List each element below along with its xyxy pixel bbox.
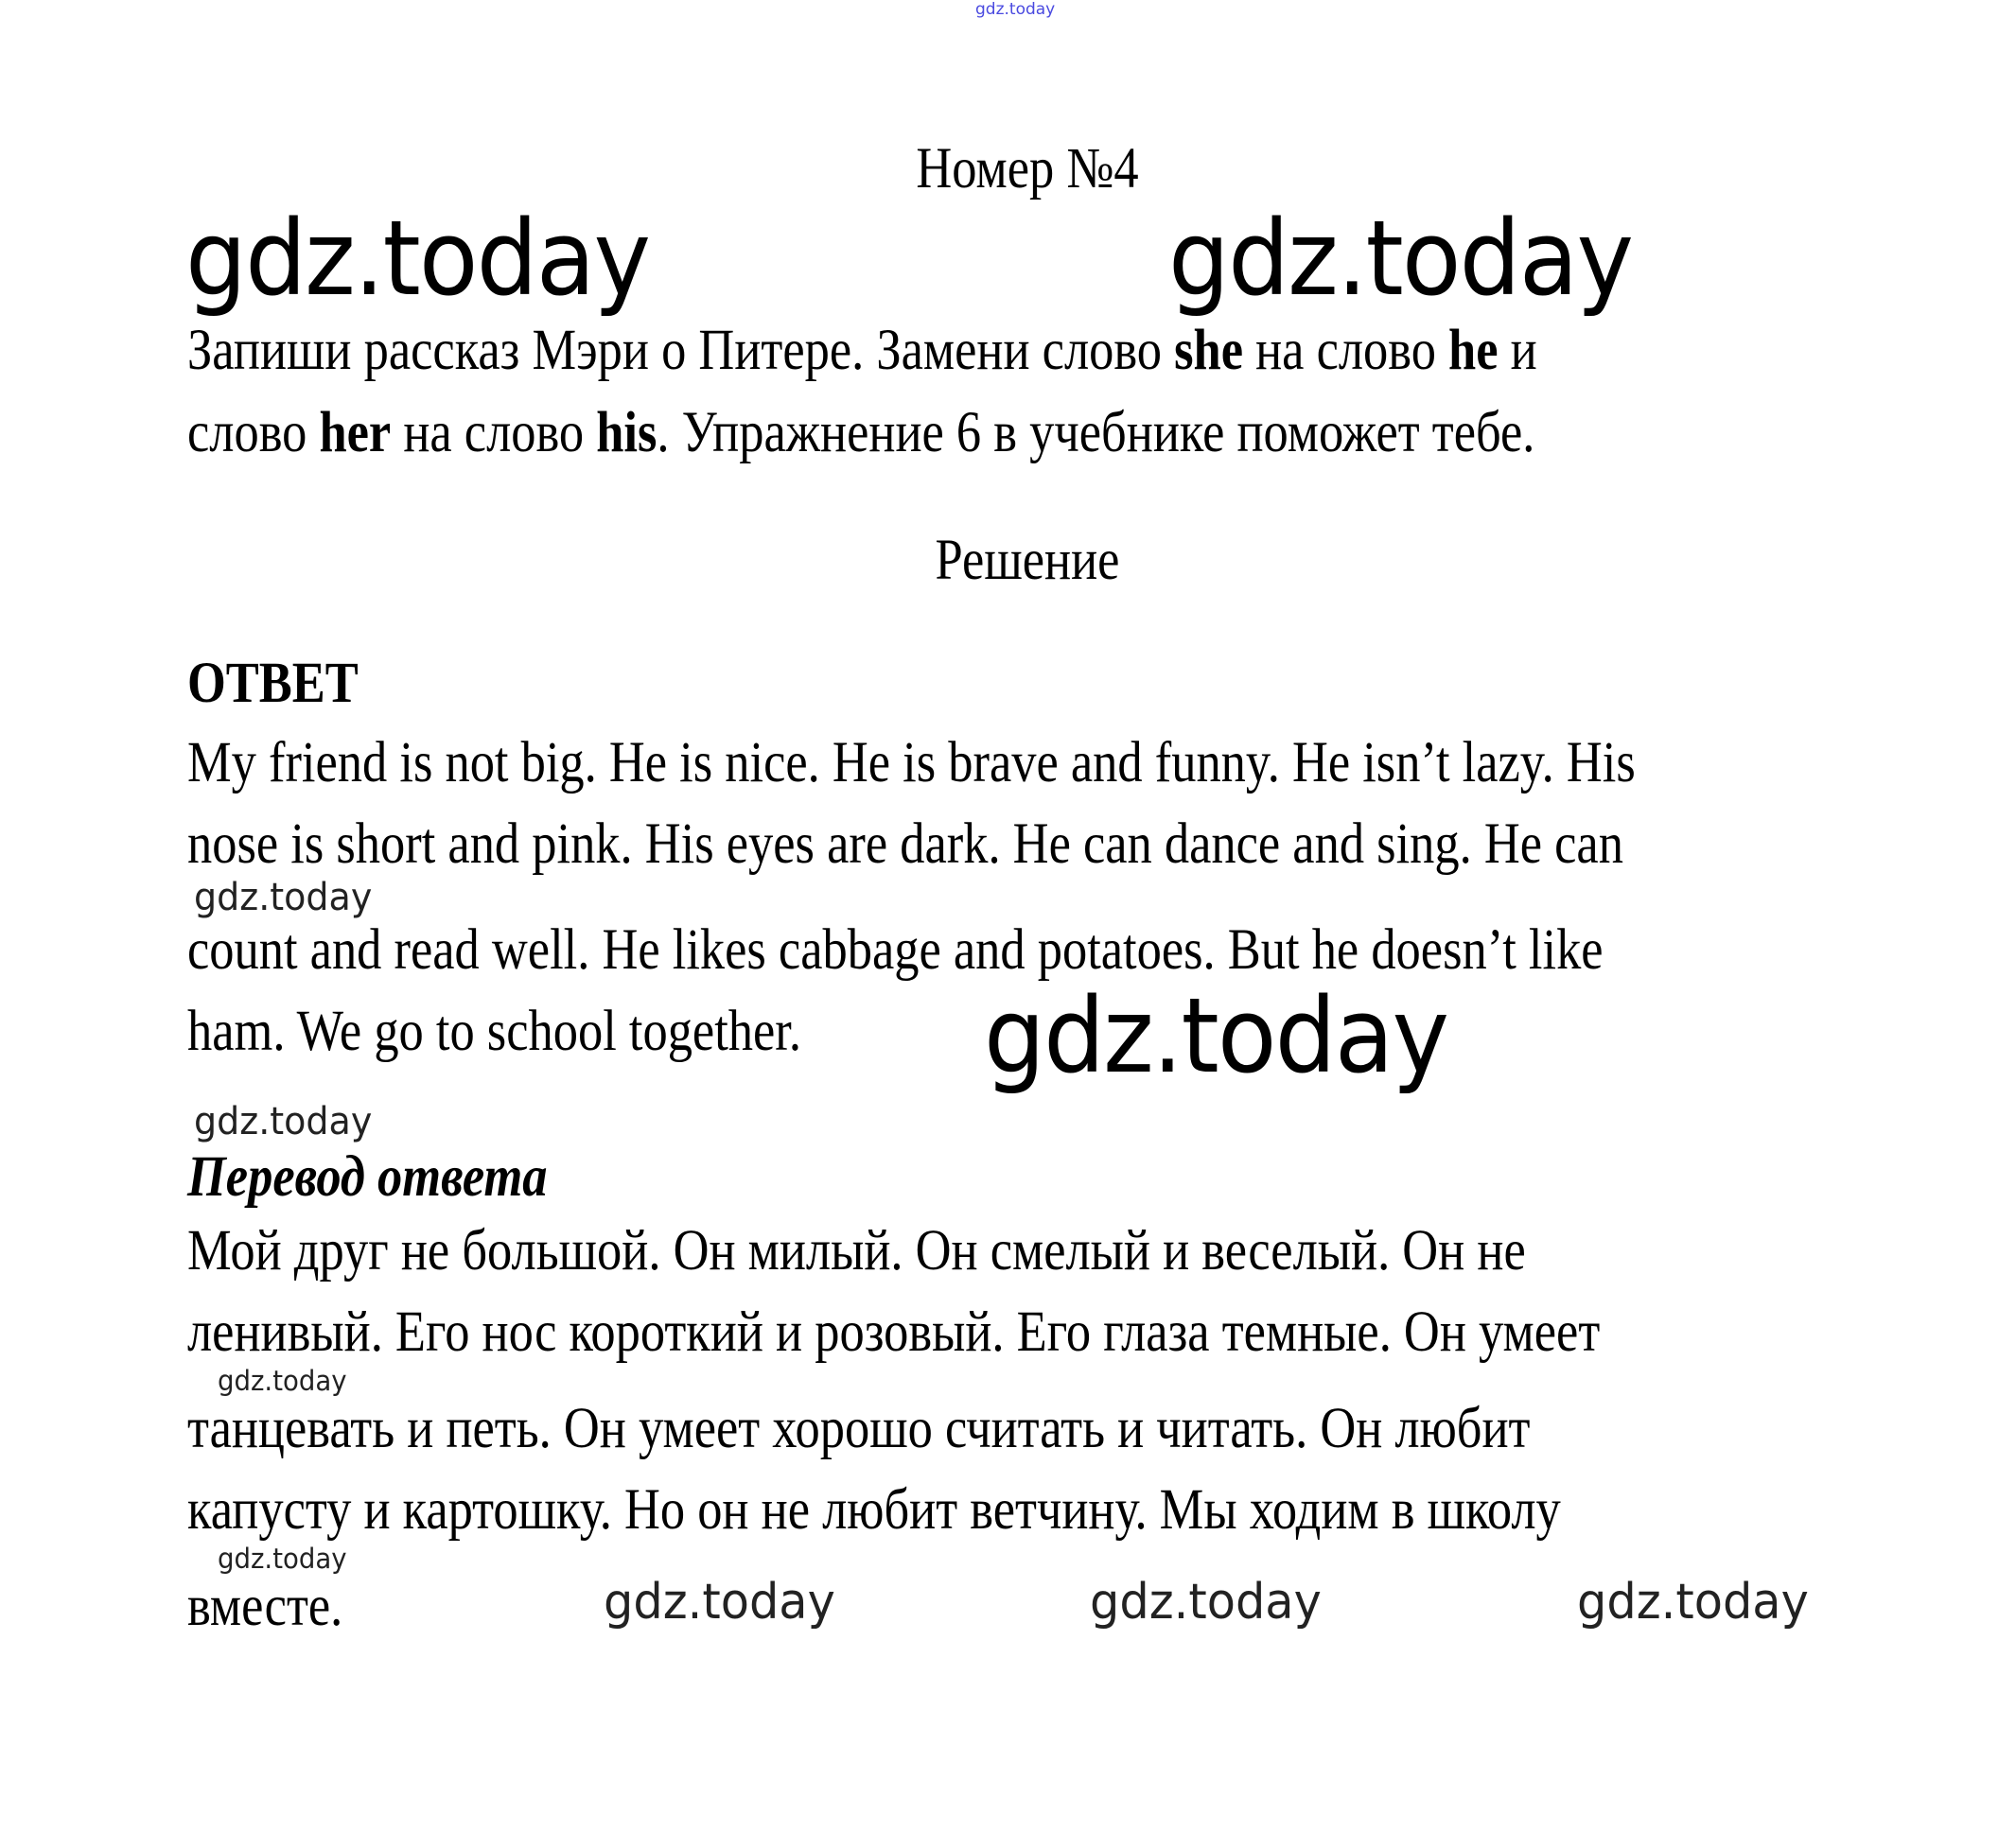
answer-line: My friend is not big. He is nice. He is brave and funny. He isn’t lazy. His — [187, 731, 1636, 794]
task-keyword-she: she — [1174, 319, 1243, 382]
watermark-small: gdz.today — [194, 1100, 373, 1143]
watermark-large-center: gdz.today — [984, 975, 1448, 1096]
answer-line: ham. We go to school together. — [187, 1000, 801, 1063]
task-text: Запиши рассказ Мэри о Питере. Замени слово — [187, 319, 1175, 382]
task-text: слово — [187, 401, 320, 464]
watermark-small: gdz.today — [194, 876, 373, 919]
task-keyword-he: he — [1448, 319, 1499, 382]
watermark-footer: gdz.today — [1090, 1574, 1322, 1631]
watermark-large-right: gdz.today — [1168, 198, 1633, 319]
translation-line: вместе. — [187, 1575, 343, 1638]
solution-heading: Решение — [935, 529, 1120, 592]
watermark-small: gdz.today — [218, 1365, 347, 1397]
task-keyword-his: his — [596, 401, 657, 464]
answer-line: count and read well. He likes cabbage and potatoes. But he doesn’t like — [187, 918, 1604, 982]
task-keyword-her: her — [319, 401, 392, 464]
watermark-footer: gdz.today — [604, 1574, 835, 1631]
translation-line: капусту и картошку. Но он не любит ветчину. Мы ходим в школу — [187, 1478, 1561, 1542]
answer-line: nose is short and pink. His eyes are dark. He can dance and sing. He can — [187, 812, 1623, 876]
answer-heading: ОТВЕТ — [187, 652, 359, 715]
translation-heading: Перевод ответа — [187, 1145, 548, 1209]
task-line-1 — [187, 319, 1537, 382]
watermark-top: gdz.today — [975, 0, 1056, 19]
watermark-large-left: gdz.today — [185, 198, 650, 319]
translation-line: ленивый. Его нос короткий и розовый. Его глаза темные. Он умеет — [187, 1300, 1601, 1364]
watermark-footer: gdz.today — [1577, 1574, 1809, 1631]
task-text: и — [1498, 319, 1537, 382]
task-text: на слово — [1242, 319, 1449, 382]
task-text: . Упражнение 6 в учебнике поможет тебе. — [657, 401, 1535, 464]
page-title: Номер №4 — [916, 137, 1139, 201]
task-line-2 — [187, 401, 1535, 464]
translation-line: Мой друг не большой. Он милый. Он смелый и веселый. Он не — [187, 1219, 1526, 1282]
watermark-small: gdz.today — [218, 1543, 347, 1575]
translation-line: танцевать и петь. Он умеет хорошо считать и читать. Он любит — [187, 1397, 1531, 1460]
task-text: на слово — [391, 401, 597, 464]
